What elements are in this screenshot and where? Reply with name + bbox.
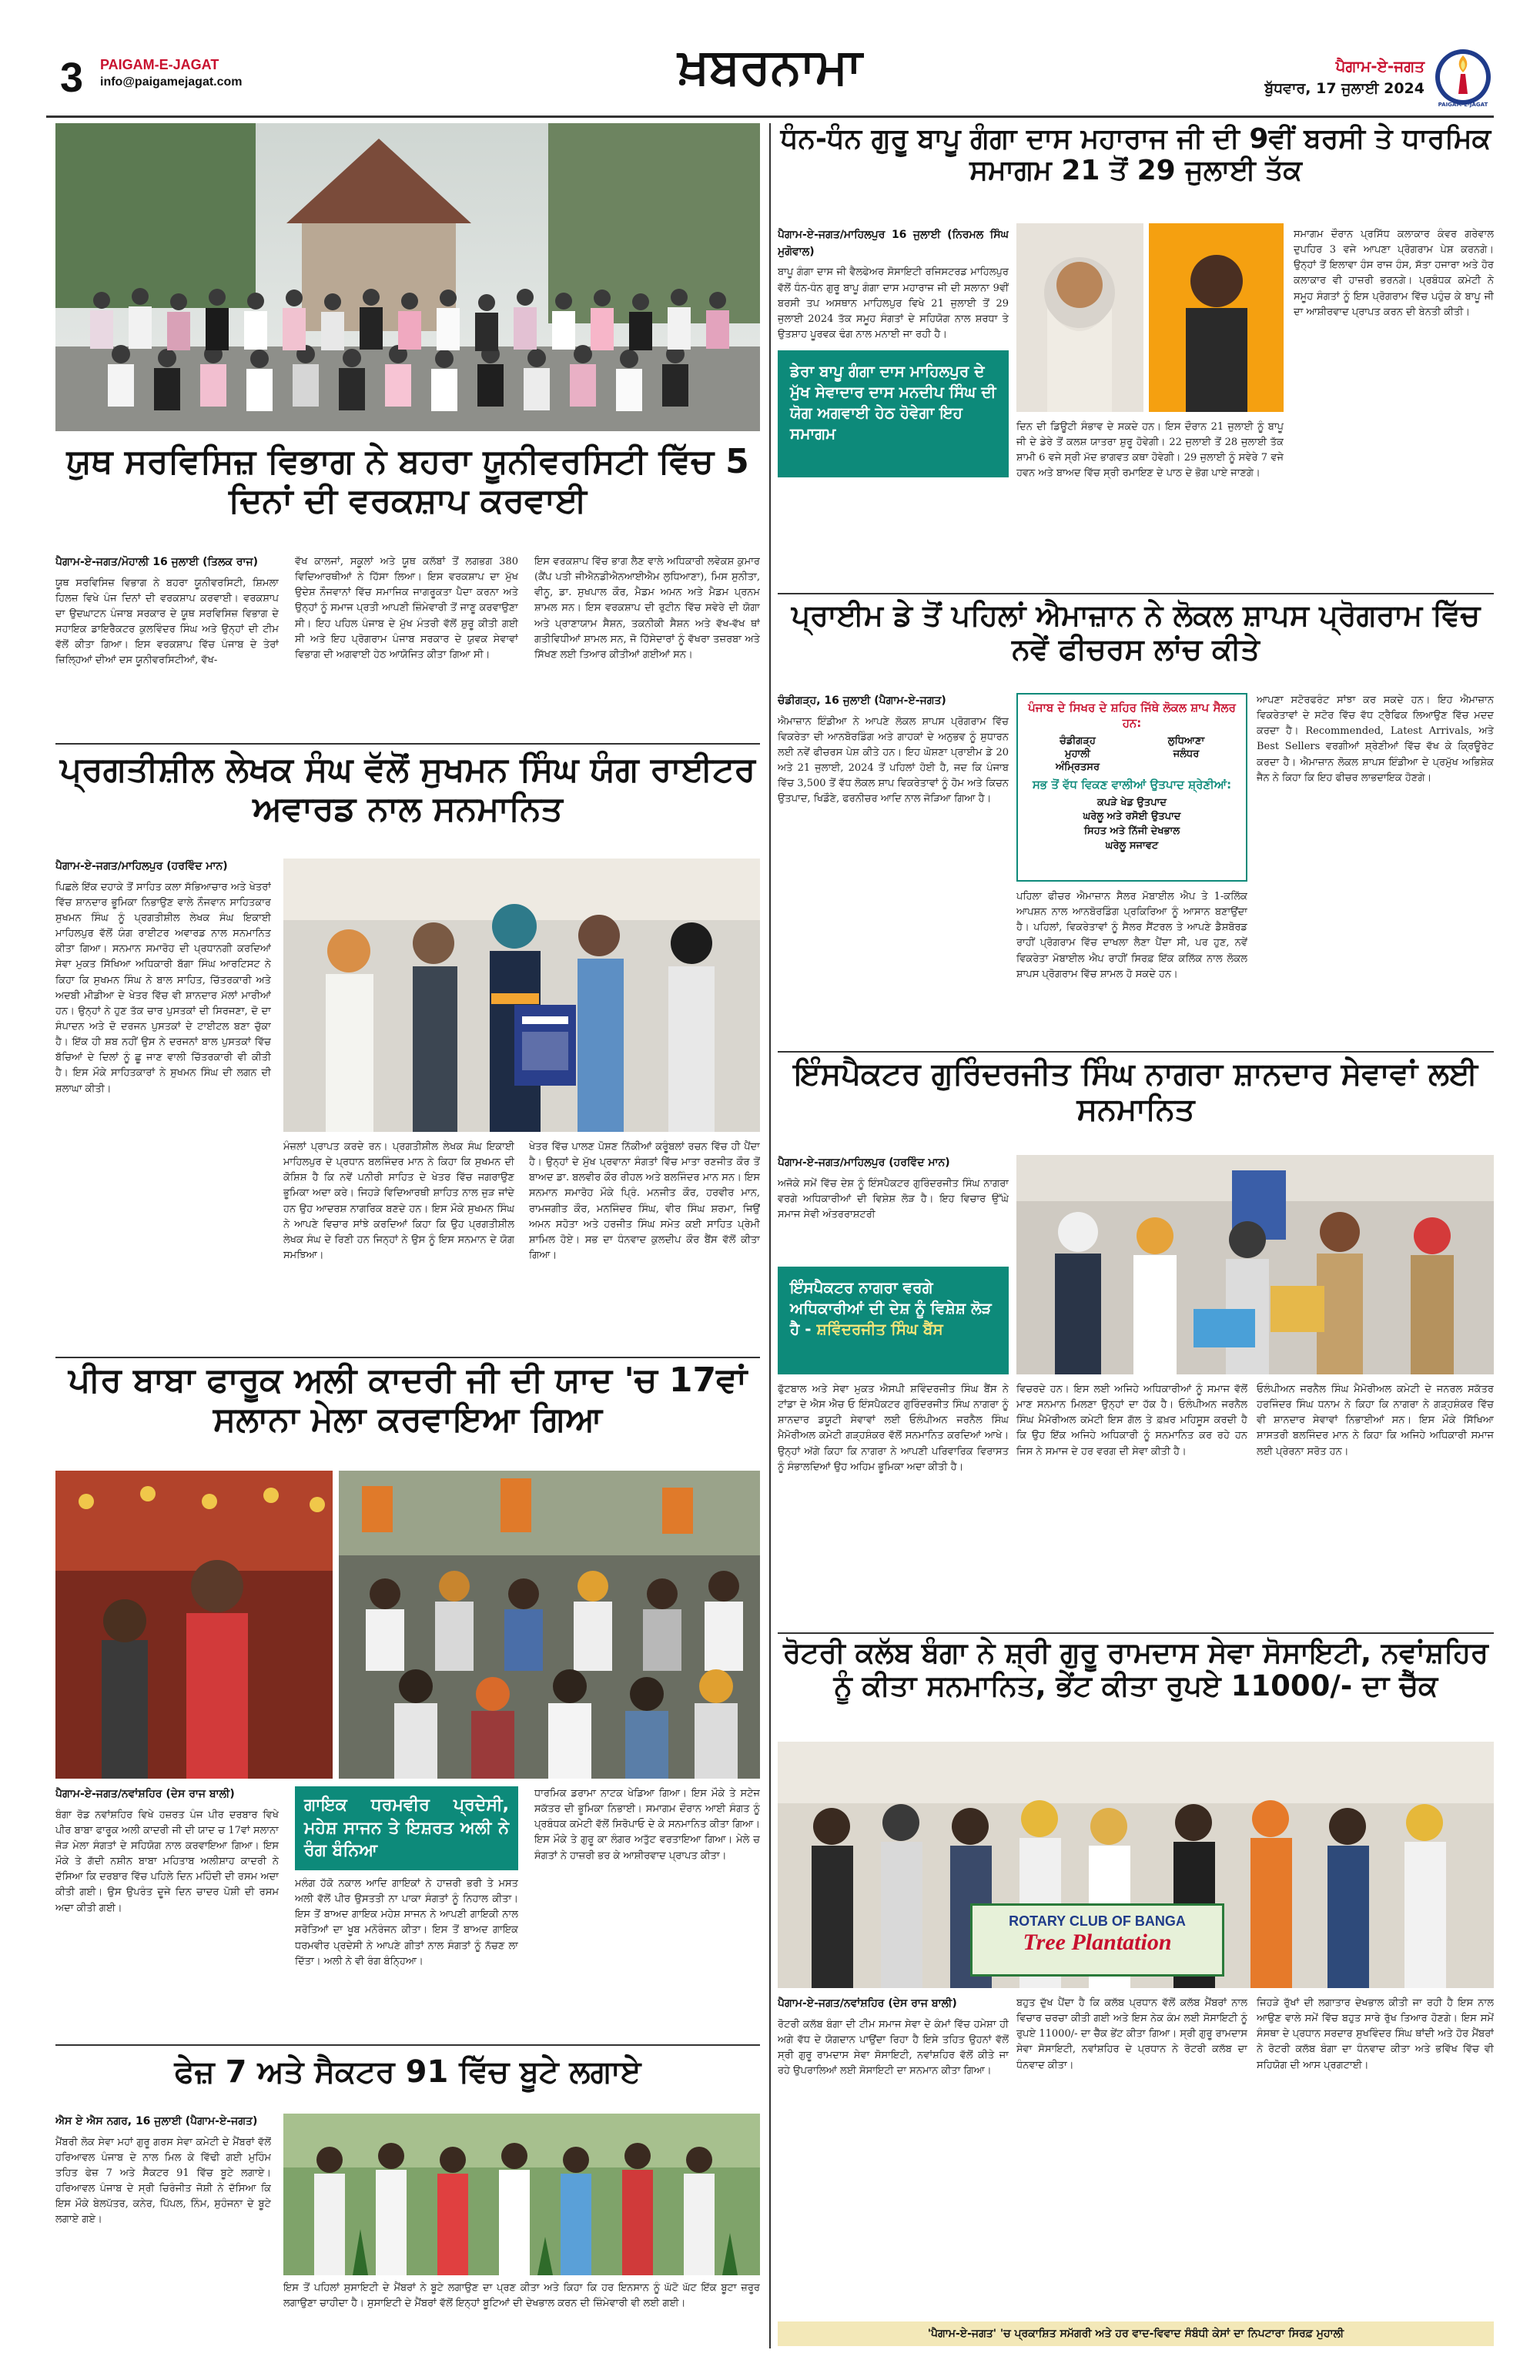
city-item: ਚੰਡੀਗੜ੍ਹ [1060,735,1096,747]
amazon-text-1: ਐਮਾਜ਼ਾਨ ਇੰਡੀਆ ਨੇ ਆਪਣੇ ਲੋਕਲ ਸ਼ਾਪਸ ਪ੍ਰੋਗਰਾਮ ਵਿੱਚ ਵਿਕਰੇਤਾ ਦੀ ਆਨਬੋਰਡਿੰਗ ਅਤੇ ਗਾਹਕਾਂ ਦੇ ਅਨੁਭਵ ਨੂੰ ਸੁਧਾਰਨ ਲਈ ਨਵੇਂ ਫੀਚਰਸ ਪੇਸ਼ ਕੀਤੇ ਹਨ। ਇਹ ਘੋਸ਼ਣਾ ਪ੍ਰਾਈਮ ਡੇ 20 ਅਤੇ 21 ਜੁਲਾਈ, 2024 ਤੋਂ ਪਹਿਲਾਂ ਹੋਈ ਹੈ, ਜਦ ਕਿ ਪੰਜਾਬ ਵਿੱਚ 3,500 ਤੋਂ ਵੱਧ ਲੋਕਲ ਸ਼ਾਪ ਵਿਕਰੇਤਾਵਾਂ ਨੂੰ ਹੋਮ ਅਤੇ ਕਿਚਨ ਉਤਪਾਦ, ਖਿਡੌਣੇ, ਫਰਨੀਚਰ ਆਦਿ ਨਾਲ ਜੋੜਿਆ ਗਿਆ ਹੈ। [778,715,1009,805]
inspector-text-3: ਓਲੰਪੀਅਨ ਜਰਨੈਲ ਸਿੰਘ ਮੈਮੋਰੀਅਲ ਕਮੇਟੀ ਦੇ ਜਨਰਲ ਸਕੱਤਰ ਹਰਜਿੰਦਰ ਸਿੰਘ ਧਨਾਮ ਨੇ ਕਿਹਾ ਕਿ ਨਾਗਰਾ ਨੇ ਗੜ੍ਹਸ਼ੰਕਰ ਵਿੱਚ ਵੀ ਸ਼ਾਨਦਾਰ ਸੇਵਾਵਾਂ ਨਿਭਾਈਆਂ ਸਨ। ਇਸ ਮੌਕੇ ਸਿੱਖਿਆ ਸ਼ਾਸਤਰੀ ਬਲਜਿੰਦਰ ਮਾਨ ਨੇ ਕਿਹਾ ਕਿ ਅਜਿਹੇ ਅਧਿਕਾਰੀ ਸਮਾਜ ਲਈ ਪ੍ਰੇਰਨਾ ਸਰੋਤ ਹਨ। [1257,1384,1494,1458]
mela-callout [295,1786,518,1870]
rotary-col-3 [1257,1996,1494,2304]
category-item: ਕਪੜੇ ਖੇਡ ਉਤਪਾਦ [1097,796,1167,808]
writers-col-3 [529,1140,760,1351]
column-divider [769,123,771,2348]
mela-callout-text: ਗਾਇਕ ਧਰਮਵੀਰ ਪ੍ਰਦੇਸੀ, ਮਹੇਸ਼ ਸਾਜਨ ਤੇ ਇਸ਼ਰਤ ਅਲੀ ਨੇ ਰੰਗ ਬੰਨਿਆ [304,1796,509,1861]
trees-text-1: ਮੈਂਬਰੀ ਲੋਕ ਸੇਵਾ ਮਹਾਂ ਗੁਰੂ ਗਰਸ ਸੇਵਾ ਕਮੇਟੀ ਦੇ ਮੈਂਬਰਾਂ ਵੱਲੋਂ ਹਰਿਆਵਲ ਪੰਜਾਬ ਦੇ ਨਾਲ ਮਿਲ ਕੇ ਵਿੱਢੀ ਗਈ ਮੁਹਿੰਮ ਤਹਿਤ ਫੇਜ਼ 7 ਅਤੇ ਸੈਕਟਰ 91 ਵਿੱਚ ਬੂਟੇ ਲਗਾਏ। ਹਰਿਆਵਲ ਪੰਜਾਬ ਦੇ ਸ੍ਰੀ ਚਿਰੰਜੀਤ ਜੋਸ਼ੀ ਨੇ ਦੱਸਿਆ ਕਿ ਇਸ ਮੌਕੇ ਬੇਲਪੱਤਰ, ਕਨੇਰ, ਪਿੱਪਲ, ਨਿੰਮ, ਸੁਹੰਜਨਾ ਦੇ ਬੂਟੇ ਲਗਾਏ ਗਏ। [55,2136,271,2226]
email[interactable]: info@paigamejagat.com [100,75,243,89]
footer-bar [778,2321,1494,2346]
inspector-photo [1016,1155,1494,1374]
mela-headline: ਪੀਰ ਬਾਬਾ ਫਾਰੂਕ ਅਲੀ ਕਾਦਰੀ ਜੀ ਦੀ ਯਾਦ 'ਚ 17ਵਾਂ ਸਲਾਨਾ ਮੇਲਾ ਕਰਵਾਇਆ ਗਿਆ [68,1361,748,1439]
rotary-photo [778,1742,1494,1988]
barsi-col-3 [1294,227,1494,589]
rotary-text-3: ਜਿਹੜੇ ਰੁੱਖਾਂ ਦੀ ਲਗਾਤਾਰ ਦੇਖਭਾਲ ਕੀਤੀ ਜਾ ਰਹੀ ਹੈ ਇਸ ਨਾਲ ਆਉਣ ਵਾਲੇ ਸਮੇਂ ਵਿੱਚ ਬਹੁਤ ਸਾਰੇ ਰੁੱਖ ਤਿਆਰ ਹੋਣਗੇ। ਇਸ ਸਮੇਂ ਸੰਸਥਾ ਦੇ ਪ੍ਰਧਾਨ ਸਰਦਾਰ ਸੁਖਵਿੰਦਰ ਸਿੰਘ ਥਾਂਦੀ ਅਤੇ ਹੋਰ ਮੈਂਬਰਾਂ ਨੇ ਰੋਟਰੀ ਕਲੱਬ ਬੰਗਾ ਦਾ ਧੰਨਵਾਦ ਕੀਤਾ ਅਤੇ ਭਵਿੱਖ ਵਿੱਚ ਵੀ ਸਹਿਯੋਗ ਦੀ ਆਸ ਪ੍ਰਗਟਾਈ। [1257,1997,1494,2071]
amazon-text-3: ਆਪਣਾ ਸਟੋਰਫਰੰਟ ਸਾਂਝਾ ਕਰ ਸਕਦੇ ਹਨ। ਇਹ ਐਮਾਜ਼ਾਨ ਵਿਕਰੇਤਾਵਾਂ ਦੇ ਸਟੋਰ ਵਿੱਚ ਵੱਧ ਟ੍ਰੈਫਿਕ ਲਿਆਉਣ ਵਿੱਚ ਮਦਦ ਕਰਦਾ ਹੈ। Recommended, Latest Arrivals, ਅਤੇ Best Sellers ਵਰਗੀਆਂ ਸ਼੍ਰੇਣੀਆਂ ਵਿੱਚ ਵੱਖ ਕੇ ਕ੍ਰਿਊਰੇਟ ਕਰਦਾ ਹੈ। ਐਮਾਜ਼ਾਨ ਲੋਕਲ ਸ਼ਾਪਸ ਇੰਡੀਆ ਦੇ ਪ੍ਰਮੁੱਖ ਅਭਿਸ਼ੇਕ ਜੈਨ ਨੇ ਕਿਹਾ ਕਿ ਇਹ ਫੀਚਰ ਲਾਭਦਾਇਕ ਹੋਣਗੇ। [1257,695,1494,784]
barsi-col-1 [778,227,1009,346]
section-title: ਖ਼ਬਰਨਾਮਾ [678,38,862,95]
page-number: 3 [60,55,84,101]
barsi-photo-baba [1016,223,1143,412]
mela-photo-singer [55,1471,333,1779]
rotary-text-2: ਬਹੁਤ ਦੁੱਖ ਪੈਂਦਾ ਹੈ ਕਿ ਕਲੱਬ ਪ੍ਰਧਾਨ ਵੱਲੋਂ ਕਲੱਬ ਮੈਂਬਰਾਂ ਨਾਲ ਵਿਚਾਰ ਚਰਚਾ ਕੀਤੀ ਗਈ ਅਤੇ ਇਸ ਨੇਕ ਕੰਮ ਲਈ ਸੋਸਾਇਟੀ ਨੂੰ ਰੁਪਏ 11000/- ਦਾ ਚੈੱਕ ਭੇਂਟ ਕੀਤਾ ਗਿਆ। ਸ੍ਰੀ ਗੁਰੂ ਰਾਮਦਾਸ ਸੇਵਾ ਸੋਸਾਇਟੀ, ਨਵਾਂਸ਼ਹਿਰ ਦੇ ਪ੍ਰਧਾਨ ਨੇ ਰੋਟਰੀ ਕਲੱਬ ਦਾ ਧੰਨਵਾਦ ਕੀਤਾ। [1016,1997,1247,2071]
inspector-text-1: ਫੁੱਟਬਾਲ ਅਤੇ ਸੇਵਾ ਮੁਕਤ ਐਸਪੀ ਸ਼ਵਿੰਦਰਜੀਤ ਸਿੰਘ ਬੈਂਸ ਨੇ ਟਾਂਡਾ ਦੇ ਐਸ ਐਚ ਓ ਇੰਸਪੈਕਟਰ ਗੁਰਿੰਦਰਜੀਤ ਸਿੰਘ ਨਾਗਰਾ ਨੂੰ ਸ਼ਾਨਦਾਰ ਡਯੂਟੀ ਸੇਵਾਵਾਂ ਲਈ ਓਲੰਪੀਅਨ ਜਰਨੈਲ ਸਿੰਘ ਮੈਮੋਰੀਅਲ ਕਮੇਟੀ ਗੜ੍ਹਸ਼ੰਕਰ ਵੱਲੋਂ ਸਨਮਾਨਿਤ ਕਰਦਿਆਂ ਆਖੇ। ਉਨ੍ਹਾਂ ਅੱਗੇ ਕਿਹਾ ਕਿ ਨਾਗਰਾ ਨੇ ਆਪਣੀ ਪਰਿਵਾਰਿਕ ਵਿਰਾਸਤ ਨੂੰ ਸੰਭਾਲਦਿਆਂ ਉਹ ਅਹਿਮ ਭੂਮਿਕਾ ਅਦਾ ਕੀਤੀ ਹੈ। [778,1384,1009,1473]
barsi-callout-text: ਡੇਰਾ ਬਾਪੂ ਗੰਗਾ ਦਾਸ ਮਾਹਿਲਪੁਰ ਦੇ ਮੁੱਖ ਸੇਵਾਦਾਰ ਦਾਸ ਮਨਦੀਪ ਸਿੰਘ ਦੀ ਯੋਗ ਅਗਵਾਈ ਹੇਠ ਹੋਵੇਗਾ ਇਹ ਸਮਾਗਮ [790,362,996,443]
inspector-callout-text: ਇੰਸਪੈਕਟਰ ਨਾਗਰਾ ਵਰਗੇ ਅਧਿਕਾਰੀਆਂ ਦੀ ਦੇਸ਼ ਨੂੰ ਵਿਸ਼ੇਸ਼ ਲੋੜ ਹੈ - [790,1278,992,1338]
inspector-intro [778,1155,1009,1263]
trees-dateline: ਐਸ ਏ ਐਸ ਨਗਰ, 16 ਜੁਲਾਈ (ਪੈਗਾਮ-ਏ-ਜਗਤ) [55,2115,258,2127]
writers-text-3: ਖੇਤਰ ਵਿੱਚ ਪਾਲਣ ਪੋਸ਼ਣ ਨਿੱਕੀਆਂ ਕਰੂੰਬਲਾਂ ਰਚਨ ਵਿੱਚ ਹੀ ਪੈਂਦਾ ਹੈ। ਉਨ੍ਹਾਂ ਦੇ ਮੁੱਖ ਪ੍ਰਵਾਨਾ ਸੰਗਤਾਂ ਵਿੱਚ ਮਾਤਾ ਰਣਜੀਤ ਕੌਰ ਤੋਂ ਬਾਅਦ ਡਾ. ਬਲਵੀਰ ਕੌਰ ਰੀਹਲ ਅਤੇ ਬਲਜਿੰਦਰ ਮਾਨ ਸਨ। ਇਸ ਸਨਮਾਨ ਸਮਾਰੋਹ ਮੌਕੇ ਪ੍ਰਿੰ. ਮਨਜੀਤ ਕੌਰ, ਹਰਵੀਰ ਮਾਨ, ਰਾਮਜਗੀਤ ਕੌਰ, ਮਨਜਿੰਦਰ ਸਿੰਘ, ਵੀਰ ਸਿੰਘ ਸ਼ਰਮਾ, ਜਿਉਂ ਅਮਨ ਸਹੋਤਾ ਅਤੇ ਹਰਜੀਤ ਸਿੰਘ ਸਮੇਤ ਕਈ ਸਾਹਿਤ ਪ੍ਰੇਮੀ ਸ਼ਾਮਿਲ ਹੋਏ। ਸਭ ਦਾ ਧੰਨਵਾਦ ਕੁਲਦੀਪ ਕੌਰ ਬੈਂਸ ਵੱਲੋਂ ਕੀਤਾ ਗਿਆ। [529,1141,760,1261]
mela-photo-crowd [339,1471,760,1779]
writers-col-2 [283,1140,514,1351]
amazon-col-2 [1016,889,1247,1047]
trees-photo [283,2114,760,2275]
rotary-col-2 [1016,1996,1247,2304]
paper-logo [1432,43,1494,112]
issue-date: ਬੁੱਧਵਾਰ, 17 ਜੁਲਾਈ 2024 [1264,80,1424,97]
youth-headline: ਯੁਥ ਸਰਵਿਸਿਜ਼ ਵਿਭਾਗ ਨੇ ਬਹਰਾ ਯੂਨੀਵਰਸਿਟੀ ਵਿੱਚ 5 ਦਿਨਾਂ ਦੀ ਵਰਕਸ਼ਾਪ ਕਰਵਾਈ [66,442,749,521]
mela-dateline: ਪੈਗਾਮ-ਏ-ਜਗਤ/ਨਵਾਂਸ਼ਹਿਰ (ਦੇਸ ਰਾਜ ਬਾਲੀ) [55,1788,235,1800]
amazon-headline: ਪ੍ਰਾਈਮ ਡੇ ਤੋਂ ਪਹਿਲਾਂ ਐਮਾਜ਼ਾਨ ਨੇ ਲੋਕਲ ਸ਼ਾਪਸ ਪ੍ਰੋਗਰਾਮ ਵਿੱਚ ਨਵੇਂ ਫੀਚਰਸ ਲਾਂਚ ਕੀਤੇ [791,598,1481,666]
divider [55,1357,760,1358]
youth-text-1: ਯੂਥ ਸਰਵਿਸਿਜ਼ ਵਿਭਾਗ ਨੇ ਬਹਰਾ ਯੂਨੀਵਰਸਿਟੀ, ਸ਼ਿਮਲਾ ਹਿਲਜ਼ ਵਿਖੇ ਪੰਜ ਦਿਨਾਂ ਦੀ ਵਰਕਸ਼ਾਪ ਕਰਵਾਈ। ਵਰਕਸ਼ਾਪ ਦਾ ਉਦਘਾਟਨ ਪੰਜਾਬ ਸਰਕਾਰ ਦੇ ਯੂਥ ਸਰਵਿਸਿਜ਼ ਵਿਭਾਗ ਦੇ ਸਹਾਇਕ ਡਾਇਰੈਕਟਰ ਕੁਲਵਿੰਦਰ ਸਿੰਘ ਅਤੇ ਉਨ੍ਹਾਂ ਦੀ ਟੀਮ ਵੱਲੋਂ ਕੀਤਾ ਗਿਆ। ਇਸ ਵਰਕਸ਼ਾਪ ਵਿੱਚ ਪੰਜਾਬ ਦੇ ਤੇਰਾਂ ਜ਼ਿਲ੍ਹਿਆਂ ਦੀਆਂ ਦਸ ਯੂਨੀਵਰਸਿਟੀਆਂ, ਵੱਖ- [55,577,279,667]
masthead-rule [46,115,1494,118]
barsi-photo-singer [1149,223,1284,412]
inspector-col-2 [1016,1382,1247,1629]
amazon-info-box [1016,693,1247,882]
youth-workshop-photo [55,123,760,431]
brand-punjabi: ਪੈਗਾਮ-ਏ-ਜਗਤ [1335,57,1424,75]
rotary-banner-sub: Tree Plantation [1023,1930,1172,1955]
barsi-text-2: ਦਿਨ ਦੀ ਡਿਊਟੀ ਸੰਭਾਵ ਦੇ ਸਕਦੇ ਹਨ। ਇਸ ਦੌਰਾਨ 21 ਜੁਲਾਈ ਨੂੰ ਬਾਪੂ ਜੀ ਦੇ ਡੇਰੇ ਤੋਂ ਕਲਸ਼ ਯਾਤਰਾ ਸ਼ੁਰੂ ਹੋਵੇਗੀ। 22 ਜੁਲਾਈ ਤੋਂ 28 ਜੁਲਾਈ ਤੱਕ ਸ਼ਾਮੀ 6 ਵਜੇ ਸ੍ਰੀ ਮੱਦ ਭਾਗਵਤ ਕਥਾ ਹੋਵੇਗੀ। 29 ਜੁਲਾਈ ਨੂੰ ਸਵੇਰੇ 7 ਵਜੇ ਹਵਨ ਅਤੇ ਬਾਅਦ ਵਿੱਚ ਸ੍ਰੀ ਰਮਾਇਣ ਦੇ ਪਾਠ ਦੇ ਭੋਗ ਪਾਏ ਜਾਣਗੇ। [1016,421,1284,480]
barsi-headline: ਧੰਨ-ਧੰਨ ਗੁਰੂ ਬਾਪੂ ਗੰਗਾ ਦਾਸ ਮਹਾਰਾਜ ਜੀ ਦੀ 9ਵੀਂ ਬਰਸੀ ਤੇ ਧਾਰਮਿਕ ਸਮਾਗਮ 21 ਤੋਂ 29 ਜੁਲਾਈ ਤੱਕ [780,123,1491,187]
barsi-callout [778,350,1009,477]
amazon-col-1 [778,693,1009,1047]
mela-col-1 [55,1786,279,2040]
rotary-text-1: ਰੋਟਰੀ ਕਲੱਬ ਬੰਗਾ ਦੀ ਟੀਮ ਸਮਾਜ ਸੇਵਾ ਦੇ ਕੰਮਾਂ ਵਿੱਚ ਹਮੇਸ਼ਾ ਹੀ ਅਗੇ ਵੱਧ ਦੇ ਯੋਗਦਾਨ ਪਾਉਂਦਾ ਰਿਹਾ ਹੈ ਇਸੇ ਤਹਿਤ ਉਹਨਾਂ ਵੱਲੋਂ ਸ੍ਰੀ ਗੁਰੂ ਰਾਮਦਾਸ ਸੇਵਾ ਸੋਸਾਇਟੀ, ਨਵਾਂਸ਼ਹਿਰ ਵੱਲੋਂ ਕੀਤੇ ਜਾ ਰਹੇ ਉਪਰਾਲਿਆਂ ਲਈ ਸੋਸਾਇਟੀ ਦਾ ਸਨਮਾਨ ਕੀਤਾ ਗਿਆ। [778,2018,1009,2077]
youth-text-3: ਇਸ ਵਰਕਸ਼ਾਪ ਵਿੱਚ ਭਾਗ ਲੈਣ ਵਾਲੇ ਅਧਿਕਾਰੀ ਲਵੇਕਸ਼ ਕੁਮਾਰ (ਕੈਂਪ ਪਤੀ ਜੀਐਨਡੀਐਨਆਈਐਮ ਲੁਧਿਆਣਾ), ਮਿਸ ਸੁਨੀਤਾ, ਵੀਨੂ, ਡਾ. ਸੁਖਪਾਲ ਕੌਰ, ਮੈਡਮ ਅਮਨ ਅਤੇ ਮੈਡਮ ਪ੍ਰਨਮ ਸ਼ਾਮਲ ਸਨ। ਇਸ ਵਰਕਸ਼ਾਪ ਦੀ ਰੁਟੀਨ ਵਿੱਚ ਸਵੇਰੇ ਦੀ ਯੋਗਾ ਅਤੇ ਪ੍ਰਾਣਾਯਾਮ ਸੈਸ਼ਨ, ਤਕਨੀਕੀ ਸੈਸ਼ਨ ਅਤੇ ਵੱਖ-ਵੱਖ ਥਾਂ ਗਤੀਵਿਧੀਆਂ ਸ਼ਾਮਲ ਸਨ, ਜੋ ਹਿੱਸੇਦਾਰਾਂ ਨੂੰ ਵੱਖਰਾ ਤਜ਼ਰਬਾ ਅਤੇ ਸਿੱਖਣ ਲਈ ਤਿਆਰ ਕੀਤੀਆਂ ਗਈਆਂ ਸਨ। [534,556,760,661]
mela-text-1: ਬੰਗਾ ਰੋਡ ਨਵਾਂਸ਼ਹਿਰ ਵਿਖੇ ਹਜ਼ਰਤ ਪੰਜ ਪੀਰ ਦਰਬਾਰ ਵਿਖੇ ਪੀਰ ਬਾਬਾ ਫਾਰੂਕ ਅਲੀ ਕਾਦਰੀ ਜੀ ਦੀ ਯਾਦ ਚ 17ਵਾਂ ਸਲਾਨਾ ਜੋੜ ਮੇਲਾ ਸੰਗਤਾਂ ਦੇ ਸਹਿਯੋਗ ਨਾਲ ਕਰਵਾਇਆ ਗਿਆ। ਇਸ ਮੌਕੇ ਤੇ ਗੱਦੀ ਨਸ਼ੀਨ ਬਾਬਾ ਮਹਿਤਾਬ ਅਲੀਸ਼ਾਹ ਕਾਦਰੀ ਨੇ ਦੱਸਿਆ ਕਿ ਦਰਬਾਰ ਵਿੱਚ ਪਹਿਲੇ ਦਿਨ ਮਹਿੰਦੀ ਦੀ ਰਸਮ ਅਦਾ ਕੀਤੀ ਗਈ। ਉਸ ਉਪਰੰਤ ਦੂਜੇ ਦਿਨ ਚਾਦਰ ਪੋਸ਼ੀ ਦੀ ਰਸਮ ਅਦਾ ਕੀਤੀ ਗਈ। [55,1809,279,1914]
barsi-text-1: ਬਾਪੂ ਗੰਗਾ ਦਾਸ ਜੀ ਵੈਲਫੇਅਰ ਸੋਸਾਇਟੀ ਰਜਿਸਟਰਡ ਮਾਹਿਲਪੁਰ ਵੱਲੋਂ ਧੰਨ-ਧੰਨ ਗੁਰੂ ਬਾਪੂ ਗੰਗਾ ਦਾਸ ਮਹਾਰਾਜ ਜੀ ਦੀ ਸਲਾਨਾ 9ਵੀਂ ਬਰਸੀ ਤਪ ਅਸਥਾਨ ਮਾਹਿਲਪੁਰ ਵਿਖੇ 21 ਜੁਲਾਈ ਤੋਂ 29 ਜੁਲਾਈ 2024 ਤੱਕ ਸਮੂਹ ਸੰਗਤਾਂ ਦੇ ਸਹਿਯੋਗ ਨਾਲ ਸ਼ਰਧਾ ਤੇ ਉਤਸ਼ਾਹ ਪੂਰਵਕ ਢੰਗ ਨਾਲ ਮਨਾਈ ਜਾ ਰਹੀ ਹੈ। [778,266,1009,340]
inspector-callout-name: ਸ਼ਵਿੰਦਰਜੀਤ ਸਿੰਘ ਬੈਂਸ [816,1320,943,1338]
city-item: ਮੁਹਾਲੀ [1065,748,1090,760]
category-item: ਘਰੇਲੂ ਅਤੇ ਰਸੋਈ ਉਤਪਾਦ [1083,811,1181,823]
amazon-box-subtitle: ਸਭ ਤੋਂ ਵੱਧ ਵਿਕਣ ਵਾਲੀਆਂ ਉਤਪਾਦ ਸ਼੍ਰੇਣੀਆਂ: [1032,778,1232,792]
inspector-callout [778,1267,1009,1374]
rotary-dateline: ਪੈਗਾਮ-ਏ-ਜਗਤ/ਨਵਾਂਸ਼ਹਿਰ (ਦੇਸ ਰਾਜ ਬਾਲੀ) [778,1997,957,2010]
category-item: ਸਿਹਤ ਅਤੇ ਨਿੱਜੀ ਦੇਖਭਾਲ [1083,825,1180,838]
amazon-box-title: ਪੰਜਾਬ ਦੇ ਸਿਖਰ ਦੇ ਸ਼ਹਿਰ ਜਿੱਥੇ ਲੋਕਲ ਸ਼ਾਪ ਸੈਲਰ ਹਨ: [1028,701,1236,730]
divider [778,1632,1494,1634]
logo-text: PAIGAM-E-JAGAT [1438,102,1488,108]
inspector-col-3 [1257,1382,1494,1629]
inspector-intro-text: ਅਜੋਕੇ ਸਮੇਂ ਵਿੱਚ ਦੇਸ਼ ਨੂੰ ਇੰਸਪੈਕਟਰ ਗੁਰਿੰਦਰਜੀਤ ਸਿੰਘ ਨਾਗਰਾ ਵਰਗੇ ਅਧਿਕਾਰੀਆਂ ਦੀ ਵਿਸ਼ੇਸ਼ ਲੋੜ ਹੈ। ਇਹ ਵਿਚਾਰ ਉੱਘੇ ਸਮਾਜ ਸੇਵੀ ਅੰਤਰਰਾਸ਼ਟਰੀ [778,1177,1009,1220]
inspector-headline: ਇੰਸਪੈਕਟਰ ਗੁਰਿੰਦਰਜੀਤ ਸਿੰਘ ਨਾਗਰਾ ਸ਼ਾਨਦਾਰ ਸੇਵਾਵਾਂ ਲਈ ਸਨਮਾਨਿਤ [793,1056,1478,1127]
city-item: ਅੰਮ੍ਰਿਤਸਰ [1055,762,1100,773]
writers-text-2: ਮੰਜ਼ਲਾਂ ਪ੍ਰਾਪਤ ਕਰਦੇ ਰਨ। ਪ੍ਰਗਤੀਸ਼ੀਲ ਲੇਖਕ ਸੰਘ ਇਕਾਈ ਮਾਹਿਲਪੁਰ ਦੇ ਪ੍ਰਧਾਨ ਬਲਜਿੰਦਰ ਮਾਨ ਨੇ ਕਿਹਾ ਕਿ ਸੁਖਮਨ ਦੀ ਕੋਸ਼ਿਸ਼ ਹੈ ਕਿ ਨਵੇਂ ਪਨੀਰੀ ਸਾਹਿਤ ਦੇ ਖੇਤਰ ਵਿੱਚ ਜਗਰਾਉਣ ਭੂਮਿਕਾ ਅਦਾ ਕਰੇ। ਜਿਹੜੇ ਵਿਦਿਆਰਥੀ ਸ਼ਾਹਿਤ ਨਾਲ ਜੁੜ ਜਾਂਦੇ ਹਨ ਉਹ ਆਦਰਸ਼ ਨਾਗਰਿਕ ਬਣਦੇ ਹਨ। ਇਸ ਮੌਕੇ ਸੁਖਮਨ ਸਿੰਘ ਨੇ ਆਪਣੇ ਵਿਚਾਰ ਸਾਂਝੇ ਕਰਦਿਆਂ ਕਿਹਾ ਕਿ ਉਹ ਪ੍ਰਗਤੀਸ਼ੀਲ ਲੇਖਕ ਸੰਘ ਦੇ ਰਿਣੀ ਹਨ ਜਿਨ੍ਹਾਂ ਨੇ ਉਸ ਨੂੰ ਇਸ ਸਨਮਾਨ ਦੇ ਯੋਗ ਸਮਝਿਆ। [283,1141,514,1261]
youth-dateline: ਪੈਗਾਮ-ਏ-ਜਗਤ/ਮੋਹਾਲੀ 16 ਜੁਲਾਈ (ਤਿਲਕ ਰਾਜ) [55,556,259,568]
trees-text-2: ਇਸ ਤੋਂ ਪਹਿਲਾਂ ਸੁਸਾਇਟੀ ਦੇ ਮੈਂਬਰਾਂ ਨੇ ਬੂਟੇ ਲਗਾਉਣ ਦਾ ਪ੍ਰਣ ਕੀਤਾ ਅਤੇ ਕਿਹਾ ਕਿ ਹਰ ਇਨਸਾਨ ਨੂੰ ਘੱਟੋ ਘੱਟ ਇੱਕ ਬੂਟਾ ਜ਼ਰੂਰ ਲਗਾਉਣਾ ਚਾਹੀਦਾ ਹੈ। ਸੁਸਾਇਟੀ ਦੇ ਮੈਂਬਰਾਂ ਵੱਲੋਂ ਇਨ੍ਹਾਂ ਬੂਟਿਆਂ ਦੀ ਦੇਖਭਾਲ ਕਰਨ ਦੀ ਜ਼ਿੰਮੇਵਾਰੀ ਵੀ ਲਈ ਗਈ। [283,2282,760,2310]
masthead [0,0,1540,123]
divider [778,593,1494,594]
amazon-text-2: ਪਹਿਲਾ ਫੀਚਰ ਐਮਾਜ਼ਾਨ ਸੈਲਰ ਮੋਬਾਈਲ ਐਪ ਤੇ 1-ਕਲਿੱਕ ਆਪਸ਼ਨ ਨਾਲ ਆਨਬੋਰਡਿੰਗ ਪ੍ਰਕਿਰਿਆ ਨੂੰ ਆਸਾਨ ਬਣਾਉਂਦਾ ਹੈ। ਪਹਿਲਾਂ, ਵਿਕਰੇਤਾਵਾਂ ਨੂੰ ਸੈਲਰ ਸੈਂਟਰਲ ਤੇ ਆਪਣੇ ਡੈਸ਼ਬੋਰਡ ਰਾਹੀਂ ਪ੍ਰੋਗਰਾਮ ਵਿੱਚ ਦਾਖਲਾ ਲੈਣਾ ਪੈਂਦਾ ਸੀ, ਪਰ ਹੁਣ, ਨਵੇਂ ਵਿਕਰੇਤਾ ਮੋਬਾਈਲ ਐਪ ਰਾਹੀਂ ਸਿਰਫ਼ ਇੱਕ ਕਲਿੱਕ ਨਾਲ ਲੋਕਲ ਸ਼ਾਪਸ ਪ੍ਰੋਗਰਾਮ ਵਿੱਚ ਸ਼ਾਮਲ ਹੋ ਸਕਦੇ ਹਨ। [1016,891,1247,980]
rotary-banner [970,1903,1224,1977]
barsi-col-2 [1016,420,1284,589]
amazon-categories [1024,796,1240,854]
writers-col-1 [55,859,271,1351]
city-item: ਲੁਧਿਆਣਾ [1167,735,1205,747]
trees-col-2 [283,2281,760,2358]
trees-headline: ਫੇਜ਼ 7 ਅਤੇ ਸੈਕਟਰ 91 ਵਿੱਚ ਬੂਟੇ ਲਗਾਏ [174,2054,641,2090]
rotary-banner-title: ROTARY CLUB OF BANGA [1009,1913,1186,1929]
divider [55,2044,760,2046]
mela-text-3: ਧਾਰਮਿਕ ਡਰਾਮਾ ਨਾਟਕ ਖੇਡਿਆ ਗਿਆ। ਇਸ ਮੌਕੇ ਤੇ ਸਟੇਜ ਸਕੱਤਰ ਦੀ ਭੂਮਿਕਾ ਨਿਭਾਈ। ਸਮਾਗਮ ਦੌਰਾਨ ਆਈ ਸੰਗਤ ਨੂੰ ਪ੍ਰਬੰਧਕ ਕਮੇਟੀ ਵੱਲੋਂ ਸਿਰੋਪਾਓ ਦੇ ਕੇ ਸਨਮਾਨਿਤ ਕੀਤਾ ਗਿਆ। ਇਸ ਮੌਕੇ ਤੇ ਗੁਰੂ ਕਾ ਲੰਗਰ ਅਤੁੱਟ ਵਰਤਾਇਆ ਗਿਆ। ਮੇਲੇ ਚ ਸੰਗਤਾਂ ਨੇ ਹਾਜ਼ਰੀ ਭਰ ਕੇ ਆਸ਼ੀਰਵਾਦ ਪ੍ਰਾਪਤ ਕੀਤਾ। [534,1788,760,1862]
rotary-headline: ਰੋਟਰੀ ਕਲੱਬ ਬੰਗਾ ਨੇ ਸ਼੍ਰੀ ਗੁਰੂ ਰਾਮਦਾਸ ਸੇਵਾ ਸੋਸਾਇਟੀ, ਨਵਾਂਸ਼ਹਿਰ ਨੂੰ ਕੀਤਾ ਸਨਮਾਨਿਤ, ਭੇਂਟ ਕੀਤਾ ਰੁਪਏ 11000/- ਦਾ ਚੈੱਕ [783,1636,1488,1702]
writers-headline: ਪ੍ਰਗਤੀਸ਼ੀਲ ਲੇਖਕ ਸੰਘ ਵੱਲੋਂ ਸੁਖਮਨ ਸਿੰਘ ਯੰਗ ਰਾਈਟਰ ਅਵਾਰਡ ਨਾਲ ਸਨਮਾਨਿਤ [59,750,756,828]
amazon-dateline: ਚੰਡੀਗੜ੍ਹ, 16 ਜੁਲਾਈ (ਪੈਗਾਮ-ਏ-ਜਗਤ) [778,695,946,707]
writers-text-1: ਪਿਛਲੇ ਇੱਕ ਦਹਾਕੇ ਤੋਂ ਸਾਹਿਤ ਕਲਾ ਸੱਭਿਆਚਾਰ ਅਤੇ ਖੇਤਰਾਂ ਵਿੱਚ ਸ਼ਾਨਦਾਰ ਭੂਮਿਕਾ ਨਿਭਾਉਣ ਵਾਲੇ ਨੌਜਵਾਨ ਸਾਹਿਤਕਾਰ ਸੁਖਮਨ ਸਿੰਘ ਨੂੰ ਪ੍ਰਗਤੀਸ਼ੀਲ ਲੇਖਕ ਸੰਘ ਇਕਾਈ ਮਾਹਿਲਪੁਰ ਵੱਲੋਂ ਯੰਗ ਰਾਈਟਰ ਅਵਾਰਡ ਨਾਲ ਸਨਮਾਨਿਤ ਕੀਤਾ ਗਿਆ। ਸਨਮਾਨ ਸਮਾਰੋਹ ਦੀ ਪ੍ਰਧਾਨਗੀ ਕਰਦਿਆਂ ਸੇਵਾ ਮੁਕਤ ਸਿੱਖਿਆ ਅਧਿਕਾਰੀ ਬੱਗਾ ਸਿੰਘ ਆਰਟਿਸਟ ਨੇ ਕਿਹਾ ਕਿ ਸੁਖਮਨ ਸਿੰਘ ਨੇ ਬਾਲ ਸਾਹਿਤ, ਚਿੱਤਰਕਾਰੀ ਅਤੇ ਅਦਬੀ ਮੀਡੀਆ ਦੇ ਖੇਤਰ ਵਿੱਚ ਵੀ ਸ਼ਾਨਦਾਰ ਮੱਲਾਂ ਮਾਰੀਆਂ ਹਨ। ਉਨ੍ਹਾਂ ਨੇ ਹੁਣ ਤੱਕ ਚਾਰ ਪੁਸਤਕਾਂ ਦੀ ਸਿਰਜਣਾ, ਦੋ ਦਾ ਸੰਪਾਦਨ ਅਤੇ ਦੋ ਦਰਜਨ ਪੁਸਤਕਾਂ ਦੇ ਟਾਈਟਲ ਬਣਾ ਚੁੱਕਾ ਹੈ। ਇੱਕ ਹੀ ਸ਼ਬ ਨਹੀਂ ਉਸ ਨੇ ਦਰਜਨਾਂ ਬਾਲ ਪੁਸਤਕਾਂ ਵਿੱਚ ਬੱਚਿਆਂ ਦੇ ਦਿਲਾਂ ਨੂੰ ਛੂ ਜਾਣ ਵਾਲੀ ਚਿੱਤਰਕਾਰੀ ਵੀ ਕੀਤੀ ਹੈ। ਇਸ ਮੌਕੇ ਸਾਹਿਤਕਾਰਾਂ ਨੇ ਸੁਖਮਨ ਸਿੰਘ ਦੀ ਲਗਨ ਦੀ ਸ਼ਲਾਘਾ ਕੀਤੀ। [55,881,271,1095]
inspector-dateline: ਪੈਗਾਮ-ਏ-ਜਗਤ/ਮਾਹਿਲਪੁਰ (ਹਰਵਿੰਦ ਮਾਨ) [778,1157,950,1169]
city-item: ਜਲੰਧਰ [1173,748,1200,760]
mela-col-2 [295,1786,518,2040]
footer-text: 'ਪੈਗਾਮ-ਏ-ਜਗਤ' 'ਚ ਪ੍ਰਕਾਸ਼ਿਤ ਸਮੱਗਰੀ ਅਤੇ ਹਰ ਵਾਦ-ਵਿਵਾਦ ਸੰਬੰਧੀ ਕੇਸਾਂ ਦਾ ਨਿਪਟਾਰਾ ਸਿਰਫ਼ ਮੁਹਾਲੀ [927,2328,1344,2340]
youth-col-1 [55,554,279,739]
category-item: ਘਰੇਲੂ ਸਜਾਵਟ [1105,840,1159,852]
trees-col-1 [55,2114,271,2360]
inspector-col-1 [778,1382,1009,1629]
mela-col-3 [534,1786,760,2040]
paper-name: PAIGAM-E-JAGAT [100,57,219,72]
barsi-dateline: ਪੈਗਾਮ-ਏ-ਜਗਤ/ਮਾਹਿਲਪੁਰ 16 ਜੁਲਾਈ (ਨਿਰਮਲ ਸਿੰਘ ਮੁਗੋਵਾਲ) [778,229,1009,258]
writers-award-photo [283,859,760,1132]
youth-col-3 [534,554,760,739]
mela-text-2: ਮਲੰਗ ਹੱਕੋ ਨਕਾਲ ਆਦਿ ਗਾਇਕਾਂ ਨੇ ਹਾਜ਼ਰੀ ਭਰੀ ਤੇ ਮਸਤ ਅਲੀ ਵੱਲੋਂ ਪੀਰ ਉਸਤਤੀ ਨਾ ਪਾਕਾ ਸੰਗਤਾਂ ਨੂੰ ਨਿਹਾਲ ਕੀਤਾ। ਇਸ ਤੋਂ ਬਾਅਦ ਗਾਇਕ ਮਹੇਸ਼ ਸਾਜਨ ਨੇ ਆਪਣੀ ਗਾਇਕੀ ਨਾਲ ਸਰੋਤਿਆਂ ਦਾ ਖੂਬ ਮਨੋਰੰਜਨ ਕੀਤਾ। ਇਸ ਤੋਂ ਬਾਅਦ ਗਾਇਕ ਧਰਮਵੀਰ ਪ੍ਰਦੇਸੀ ਨੇ ਆਪਣੇ ਗੀਤਾਂ ਨਾਲ ਸੰਗਤਾਂ ਨੂੰ ਨੱਚਣ ਲਾ ਦਿੱਤਾ। ਅਲੀ ਨੇ ਵੀ ਰੰਗ ਬੰਨ੍ਹਿਆ। [295,1878,518,1967]
youth-col-2 [295,554,518,739]
amazon-col-3 [1257,693,1494,1047]
writers-dateline: ਪੈਗਾਮ-ਏ-ਜਗਤ/ਮਾਹਿਲਪੁਰ (ਹਰਵਿੰਦ ਮਾਨ) [55,860,228,872]
youth-text-2: ਵੱਖ ਕਾਲਜਾਂ, ਸਕੂਲਾਂ ਅਤੇ ਯੂਥ ਕਲੱਬਾਂ ਤੋਂ ਲਗਭਗ 380 ਵਿਦਿਆਰਥੀਆਂ ਨੇ ਹਿੱਸਾ ਲਿਆ। ਇਸ ਵਰਕਸ਼ਾਪ ਦਾ ਮੁੱਖ ਉਦੇਸ਼ ਨੌਜਵਾਨਾਂ ਵਿੱਚ ਸਮਾਜਿਕ ਜਾਗਰੂਕਤਾ ਪੈਦਾ ਕਰਨਾ ਅਤੇ ਉਨ੍ਹਾਂ ਨੂੰ ਸਮਾਜ ਪ੍ਰਤੀ ਆਪਣੀ ਜ਼ਿੰਮੇਵਾਰੀ ਤੋਂ ਜਾਣੂ ਕਰਵਾਉਣਾ ਸੀ। ਇਹ ਪਹਿਲ ਪੰਜਾਬ ਦੇ ਮੁੱਖ ਮੰਤਰੀ ਵੱਲੋਂ ਸ਼ੁਰੂ ਕੀਤੀ ਗਈ ਸੀ ਅਤੇ ਇਹ ਪ੍ਰੋਗਰਾਮ ਪੰਜਾਬ ਸਰਕਾਰ ਦੇ ਯੁਵਕ ਸੇਵਾਵਾਂ ਵਿਭਾਗ ਦੀ ਅਗਵਾਈ ਹੇਠ ਆਯੋਜਿਤ ਕੀਤਾ ਗਿਆ ਸੀ। [295,556,518,661]
amazon-cities [1024,735,1240,773]
divider [778,1051,1494,1053]
inspector-text-2: ਵਿਚਰਦੇ ਹਨ। ਇਸ ਲਈ ਅਜਿਹੇ ਅਧਿਕਾਰੀਆਂ ਨੂੰ ਸਮਾਜ ਵੱਲੋਂ ਮਾਣ ਸਨਮਾਨ ਮਿਲਣਾ ਉਨ੍ਹਾਂ ਦਾ ਹੱਕ ਹੈ। ਓਲੰਪੀਅਨ ਜਰਨੈਲ ਸਿੰਘ ਮੈਮੋਰੀਅਲ ਕਮੇਟੀ ਇਸ ਗੱਲ ਤੇ ਫ਼ਖ਼ਰ ਮਹਿਸੂਸ ਕਰਦੀ ਹੈ ਕਿ ਉਹ ਇੱਕ ਅਜਿਹੇ ਅਧਿਕਾਰੀ ਨੂੰ ਸਨਮਾਨਿਤ ਕਰ ਰਹੇ ਹਨ ਜਿਸ ਨੇ ਸਮਾਜ ਦੇ ਹਰ ਵਰਗ ਦੀ ਸੇਵਾ ਕੀਤੀ ਹੈ। [1016,1384,1247,1458]
divider [55,743,760,745]
rotary-col-1 [778,1996,1009,2304]
barsi-text-3: ਸਮਾਗਮ ਦੌਰਾਨ ਪ੍ਰਸਿੱਧ ਕਲਾਕਾਰ ਕੰਵਰ ਗਰੇਵਾਲ ਦੁਪਹਿਰ 3 ਵਜੇ ਆਪਣਾ ਪ੍ਰੋਗਰਾਮ ਪੇਸ਼ ਕਰਨਗੇ। ਉਨ੍ਹਾਂ ਤੋਂ ਇਲਾਵਾ ਹੰਸ ਰਾਜ ਹੰਸ, ਸੱਤਾ ਹਜਾਰਾ ਅਤੇ ਹੋਰ ਕਲਾਕਾਰ ਵੀ ਹਾਜ਼ਰੀ ਭਰਨਗੇ। ਪ੍ਰਬੰਧਕ ਕਮੇਟੀ ਨੇ ਸਮੂਹ ਸੰਗਤਾਂ ਨੂੰ ਇਸ ਪ੍ਰੋਗਰਾਮ ਵਿੱਚ ਪਹੁੰਚ ਕੇ ਬਾਪੂ ਜੀ ਦਾ ਆਸ਼ੀਰਵਾਦ ਪ੍ਰਾਪਤ ਕਰਨ ਦੀ ਬੇਨਤੀ ਕੀਤੀ। [1294,229,1494,318]
